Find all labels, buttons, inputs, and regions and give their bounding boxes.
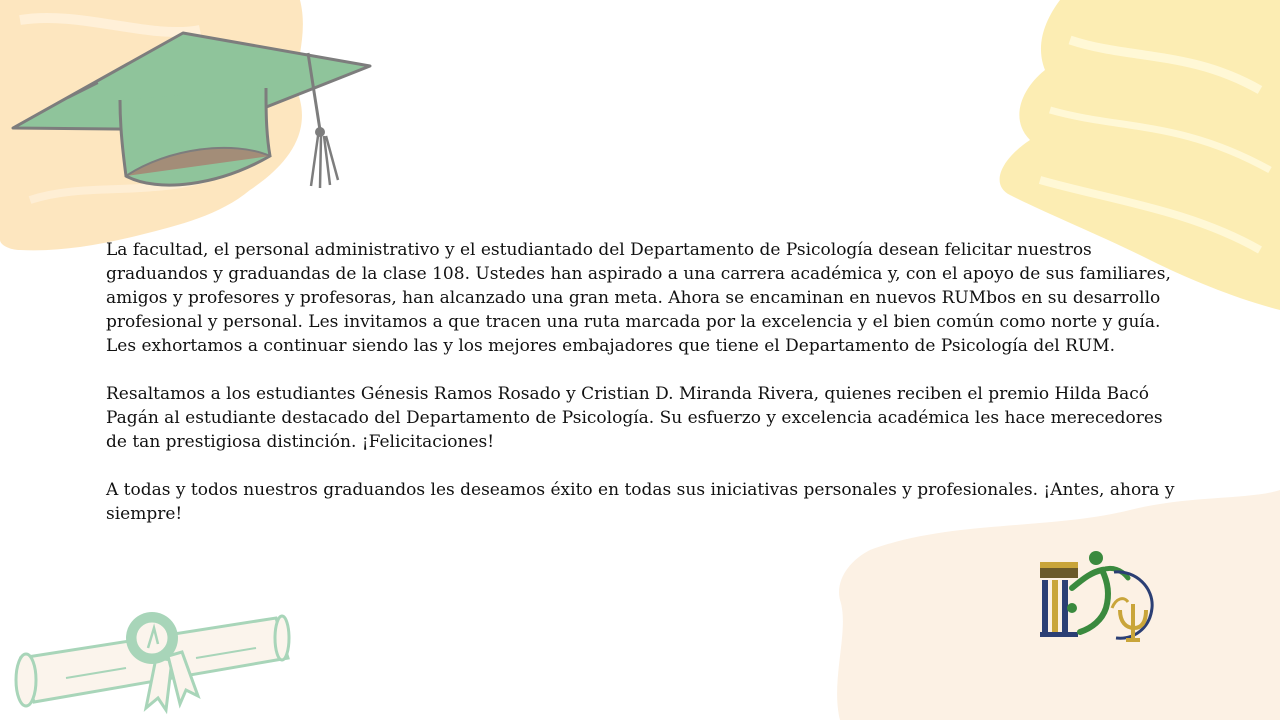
diploma-scroll-icon xyxy=(6,586,296,720)
paragraph-congratulations: La facultad, el personal administrativo y el estudiantado del Departamento de Psicología desean felicitar nuestros graduandos y graduandas de la clase 108. Ustedes han aspirado a una carrera académica y, con el apoyo de sus familiares, amigos y profesores y profesoras, han alcanzado una gran meta. Ahora se encaminan en nuevos RUMbos en su desarrollo profesional y personal. Les invitamos a que tracen una ruta marcada por la excelencia y el bien común como norte y guía. Les exhortamos a continuar siendo las y los mejores embajadores que tiene el Departamento de Psicología del RUM. xyxy=(106,240,1171,356)
message-text xyxy=(106,238,1186,550)
paragraph-award: Resaltamos a los estudiantes Génesis Ramos Rosado y Cristian D. Miranda Rivera, quienes reciben el premio Hilda Bacó Pagán al estudiante destacado del Departamento de Psicología. Su esfuerzo y excelencia académica les hace merecedores de tan prestigiosa distinción. ¡Felicitaciones! xyxy=(106,384,1163,452)
paragraph-closing: A todas y todos nuestros graduandos les deseamos éxito en todas sus iniciativas personales y profesionales. ¡Antes, ahora y siempre! xyxy=(106,480,1175,524)
graduation-cap-icon xyxy=(8,28,378,198)
psychology-department-logo xyxy=(1036,548,1158,646)
